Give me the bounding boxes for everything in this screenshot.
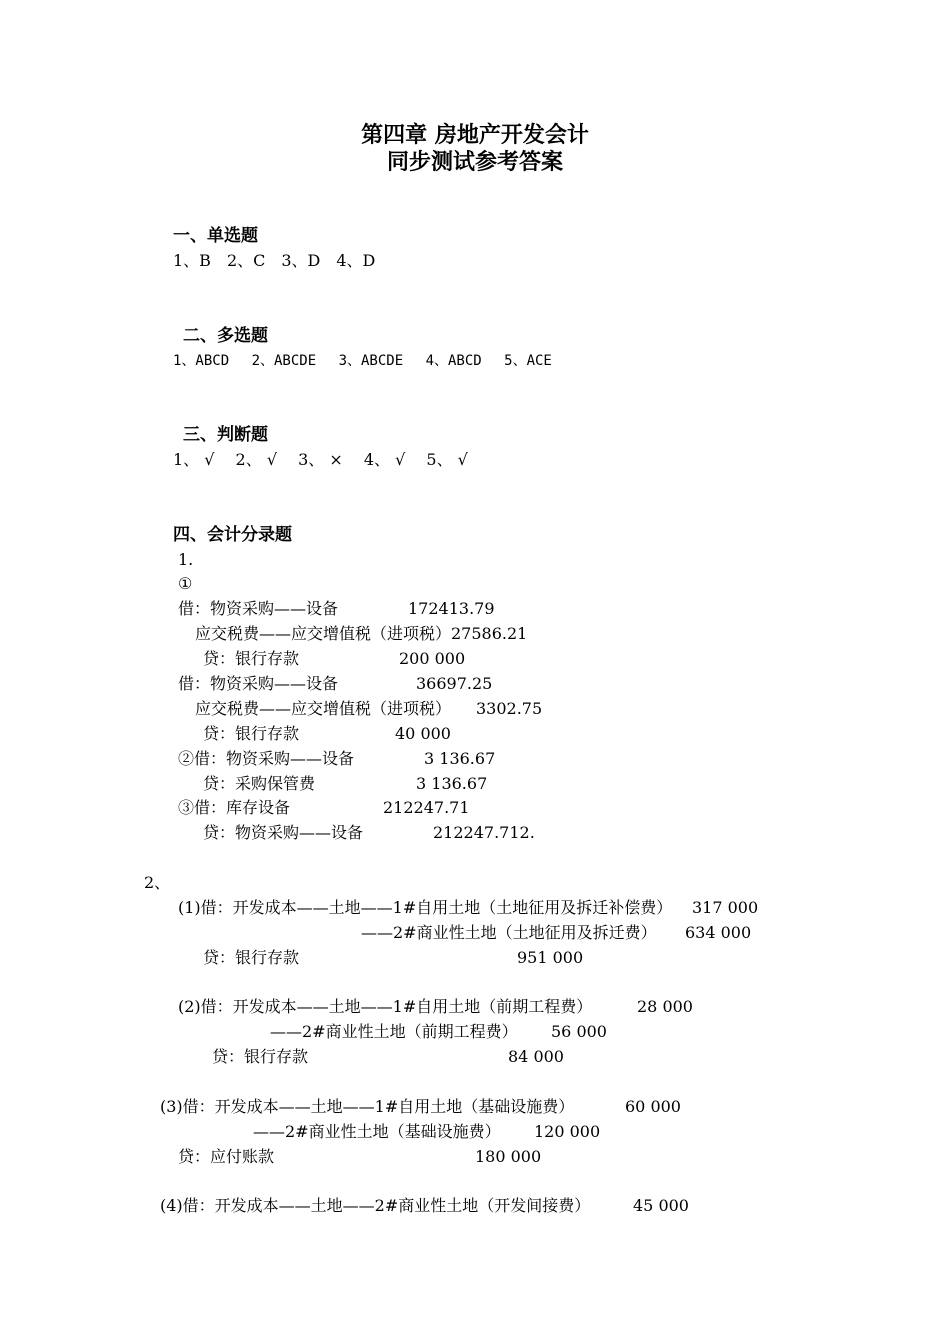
entry-amount: 3 136.67 [416,774,488,793]
title-line-2: 同步测试参考答案 [386,149,563,175]
entry-credit-line: 贷：银行存款 [203,724,300,743]
entry-debit-line: ③借：库存设备 [178,798,291,817]
entry-amount: 212247.71 [383,798,470,817]
entry-debit-subline: ——2#商业性土地（前期工程费） [270,1022,518,1041]
entry-amount: 317 000 [692,898,759,917]
entry-debit-line: (2)借：开发成本——土地——1#自用土地（前期工程费） [178,997,593,1016]
section-heading-journal-entries: 四、会计分录题 [173,525,292,545]
entry-credit-line: 贷：应付账款 [178,1147,275,1166]
question-number: 1. [178,550,194,569]
entry-debit-line: (1)借：开发成本——土地——1#自用土地（土地征用及拆迁补偿费） [178,898,673,917]
question-number: 2、 [144,873,171,892]
entry-credit-line: 贷：采购保管费 [203,774,316,793]
entry-credit-line: 贷：银行存款 [212,1047,309,1066]
entry-credit-line: 贷：银行存款 [203,948,300,967]
entry-amount: 36697.25 [416,674,493,693]
section-heading-true-false: 三、判断题 [183,425,268,445]
entry-credit-line: 贷：银行存款 [203,649,300,668]
entry-amount: 180 000 [475,1147,542,1166]
entry-credit-line: 贷：物资采购——设备 [203,823,364,842]
entry-amount: 60 000 [625,1097,681,1116]
entry-amount: 45 000 [633,1196,689,1215]
entry-amount: 212247.712. [433,823,535,842]
entry-debit-line: 借：物资采购——设备 [178,674,339,693]
multi-choice-answers: 1、ABCD 2、ABCDE 3、ABCDE 4、ABCD 5、ACE [173,353,552,369]
entry-amount: 3302.75 [476,699,543,718]
single-choice-answers: 1、B 2、C 3、D 4、D [173,251,376,270]
entry-debit-line: ②借：物资采购——设备 [178,749,355,768]
entry-amount: 56 000 [551,1022,607,1041]
entry-tax-line: 应交税费——应交增值税（进项税） [195,699,452,718]
true-false-answers: 1、 √ 2、 √ 3、 × 4、 √ 5、 √ [173,450,468,469]
section-heading-single-choice: 一、单选题 [173,226,258,246]
section-heading-multi-choice: 二、多选题 [183,326,268,346]
entry-amount: 3 136.67 [424,749,496,768]
sub-item-marker: ① [178,574,193,593]
entry-debit-line: 借：物资采购——设备 [178,599,339,618]
entry-amount: 634 000 [685,923,752,942]
entry-debit-subline: ——2#商业性土地（基础设施费） [253,1122,501,1141]
entry-debit-line: (4)借：开发成本——土地——2#商业性土地（开发间接费） [160,1196,591,1215]
entry-amount: 40 000 [395,724,451,743]
entry-amount: 28 000 [637,997,693,1016]
entry-debit-subline: ——2#商业性土地（土地征用及拆迁费） [361,923,657,942]
entry-amount: 84 000 [508,1047,564,1066]
title-line-1: 第四章 房地产开发会计 [361,122,589,148]
entry-amount: 951 000 [517,948,584,967]
entry-tax-line: 应交税费——应交增值税（进项税）27586.21 [195,624,528,643]
entry-amount: 172413.79 [408,599,495,618]
entry-amount: 120 000 [534,1122,601,1141]
entry-debit-line: (3)借：开发成本——土地——1#自用土地（基础设施费） [160,1097,575,1116]
entry-amount: 200 000 [399,649,466,668]
